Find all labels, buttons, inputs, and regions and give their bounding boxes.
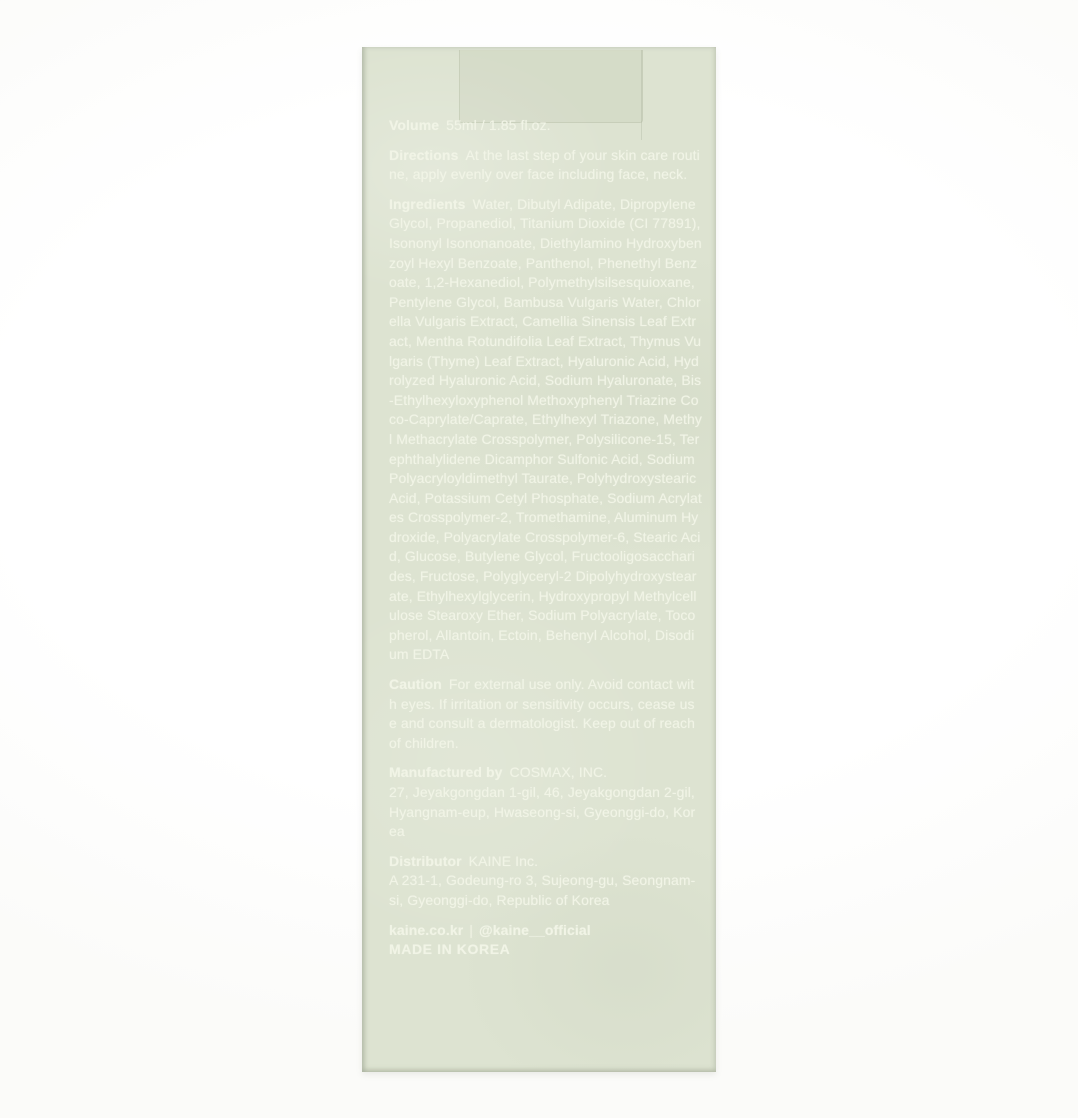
product-box-back-panel <box>362 47 716 1072</box>
footer-links <box>389 921 702 960</box>
manufacturer-address: 27, Jeyakgongdan 1-gil, 46, Jeyakgongdan 2-gil, Hyangnam-eup, Hwaseong-si, Gyeonggi-do, Korea <box>389 784 696 840</box>
ingredients-label: Ingredients <box>389 195 466 212</box>
directions-text: At the last step of your skin care routine, apply evenly over face including face, neck. <box>389 146 700 183</box>
distributor-section <box>389 852 702 911</box>
box-tuck-flap-seam <box>459 50 643 123</box>
volume-section <box>389 116 702 136</box>
label-text-block <box>389 116 702 970</box>
ingredients-text: Water, Dibutyl Adipate, Dipropylene Glycol, Propanediol, Titanium Dioxide (CI 77891), Isononyl Isononanoate, Diethylamino Hydroxybenzoyl Hexyl Benzoate, Panthenol, Phenethyl Benzoate, 1,2-Hexanediol, Polymethylsilsesquioxane, Pentylene Glycol, Bambusa Vulgaris Water, Chlorella Vulgaris Extract, Camellia Sinensis Leaf Extract, Mentha Rotundifolia Leaf Extract, Thymus Vulgaris (Thyme) Leaf Extract, Hyaluronic Acid, Hydrolyzed Hyaluronic Acid, Sodium Hyaluronate, Bis-Ethylhexyloxyphenol Methoxyphenyl Triazine Coco-Caprylate/Caprate, Ethylhexyl Triazone, Methyl Methacrylate Crosspolymer, Polysilicone-15, Terephthalylidene Dicamphor Sulfonic Acid, Sodium Polyacryloyldimethyl Taurate, Polyhydroxystearic Acid, Potassium Cetyl Phosphate, Sodium Acrylates Crosspolymer-2, Tromethamine, Aluminum Hydroxide, Polyacrylate Crosspolymer-6, Stearic Acid, Glucose, Butylene Glycol, Fructooligosaccharides, Fructose, Polyglyceryl-2 Dipolyhydroxystearate, Ethylhexylglycerin, Hydroxypropyl Methylcellulose Stearoxy Ether, Sodium Polyacrylate, Tocopherol, Allantoin, Ectoin, Behenyl Alcohol, Disodium EDTA <box>389 195 702 663</box>
distributor-name: KAINE Inc. <box>468 852 539 869</box>
distributor-label: Distributor <box>389 852 462 869</box>
caution-label: Caution <box>389 676 442 693</box>
volume-label: Volume <box>389 117 440 133</box>
caution-section <box>389 675 702 753</box>
manufacturer-label: Manufactured by <box>389 764 503 781</box>
ingredients-section <box>389 195 702 665</box>
distributor-address: A 231-1, Godeung-ro 3, Sujeong-gu, Seongnam-si, Gyeonggi-do, Republic of Korea <box>389 872 696 908</box>
volume-value: 55ml / 1.85 fl.oz. <box>446 117 551 133</box>
directions-section <box>389 146 702 185</box>
made-in-korea-text: MADE IN KOREA <box>389 941 511 958</box>
caution-text: For external use only. Avoid contact with eyes. If irritation or sensitivity occurs, cease use and consult a dermatologist. Keep out of reach of children. <box>389 676 695 751</box>
manufacturer-section <box>389 763 702 841</box>
separator: | <box>469 921 474 938</box>
manufacturer-name: COSMAX, INC. <box>509 764 608 781</box>
social-handle: @kaine__official <box>479 921 591 938</box>
website-text: kaine.co.kr <box>389 921 464 938</box>
directions-label: Directions <box>389 146 459 163</box>
